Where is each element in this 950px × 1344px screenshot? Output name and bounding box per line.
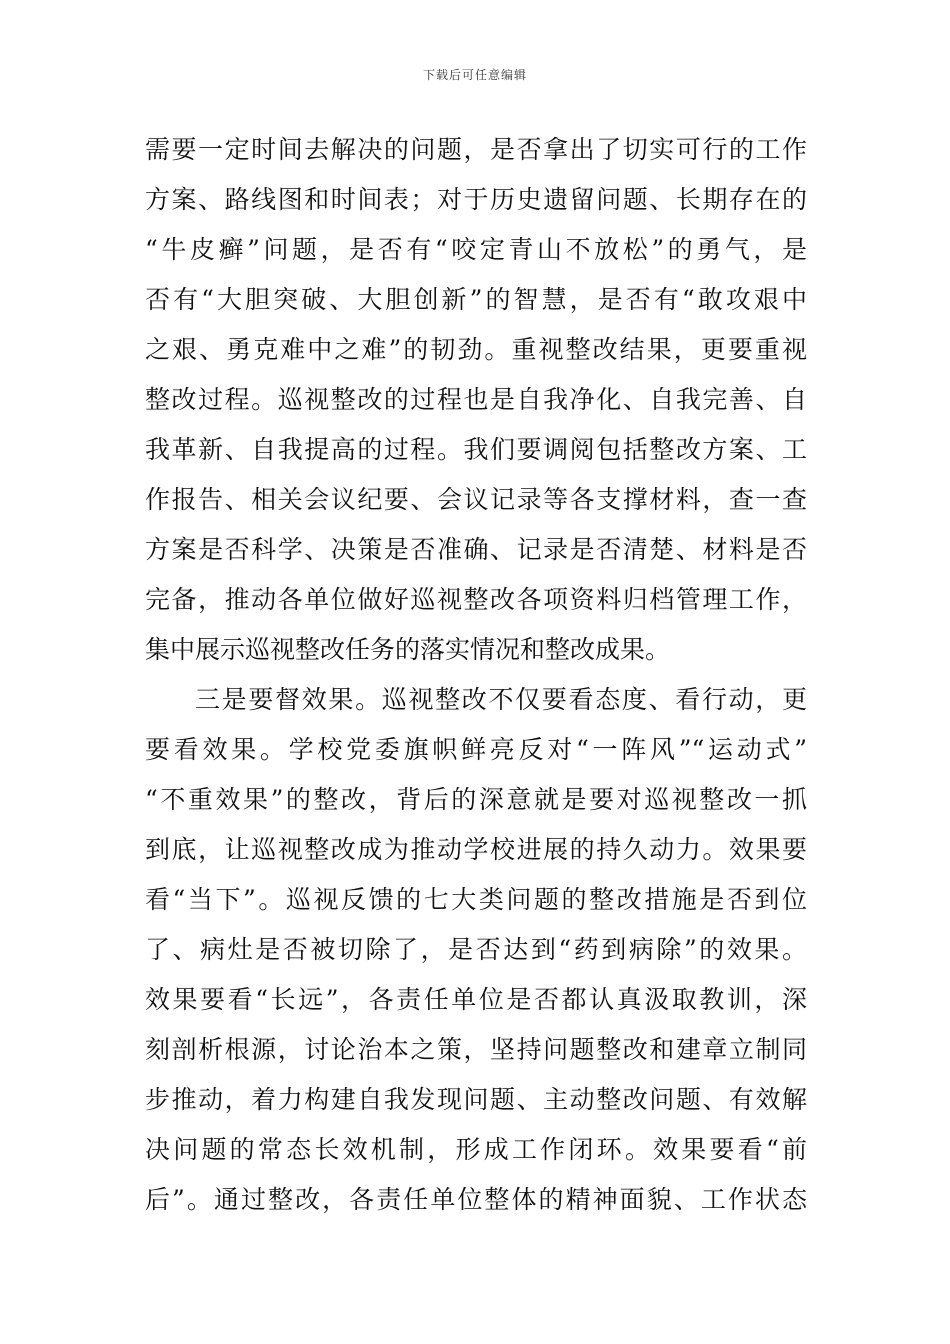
text-line: 需要一定时间去解决的问题，是否拿出了切实可行的工作 [145,135,807,164]
text-line: 了、病灶是否被切除了，是否达到“药到病除”的效果。 [145,935,807,964]
page-header: 下载后可任意编辑 [422,68,527,82]
text-line: 我革新、自我提高的过程。我们要调阅包括整改方案、工 [145,435,807,464]
text-line: 决问题的常态长效机制，形成工作闭环。效果要看“前 [145,1135,807,1164]
text-line: 否有“大胆突破、大胆创新”的智慧，是否有“敢攻艰中 [145,285,807,314]
text-line: 到底，让巡视整改成为推动学校进展的持久动力。效果要 [145,835,807,864]
text-line: 之艰、勇克难中之难”的韧劲。重视整改结果，更要重视 [145,335,807,364]
text-line: “不重效果”的整改，背后的深意就是要对巡视整改一抓 [145,785,807,814]
text-line: 后”。通过整改，各责任单位整体的精神面貌、工作状态 [145,1185,807,1214]
text-line: 方案是否科学、决策是否准确、记录是否清楚、材料是否 [145,535,807,564]
text-line: 整改过程。巡视整改的过程也是自我净化、自我完善、自 [145,385,807,414]
text-line: 效果要看“长远”，各责任单位是否都认真汲取教训，深 [145,985,807,1014]
text-line: 完备，推动各单位做好巡视整改各项资料归档管理工作， [145,585,807,614]
text-line: 看“当下”。巡视反馈的七大类问题的整改措施是否到位 [145,885,807,914]
text-line: “牛皮癣”问题，是否有“咬定青山不放松”的勇气，是 [145,235,807,264]
text-line: 作报告、相关会议纪要、会议记录等各支撑材料，查一查 [145,485,807,514]
text-line: 步推动，着力构建自我发现问题、主动整改问题、有效解 [145,1085,807,1114]
text-line: 方案、路线图和时间表；对于历史遗留问题、长期存在的 [145,185,807,214]
text-line: 刻剖析根源，讨论治本之策，坚持问题整改和建章立制同 [145,1035,807,1064]
body-text [145,125,807,1225]
paragraph-start-line: 三是要督效果。巡视整改不仅要看态度、看行动，更 [195,685,807,714]
paragraph-end-line: 集中展示巡视整改任务的落实情况和整改成果。 [145,635,671,664]
text-line: 要看效果。学校党委旗帜鲜亮反对“一阵风”“运动式” [145,735,807,764]
